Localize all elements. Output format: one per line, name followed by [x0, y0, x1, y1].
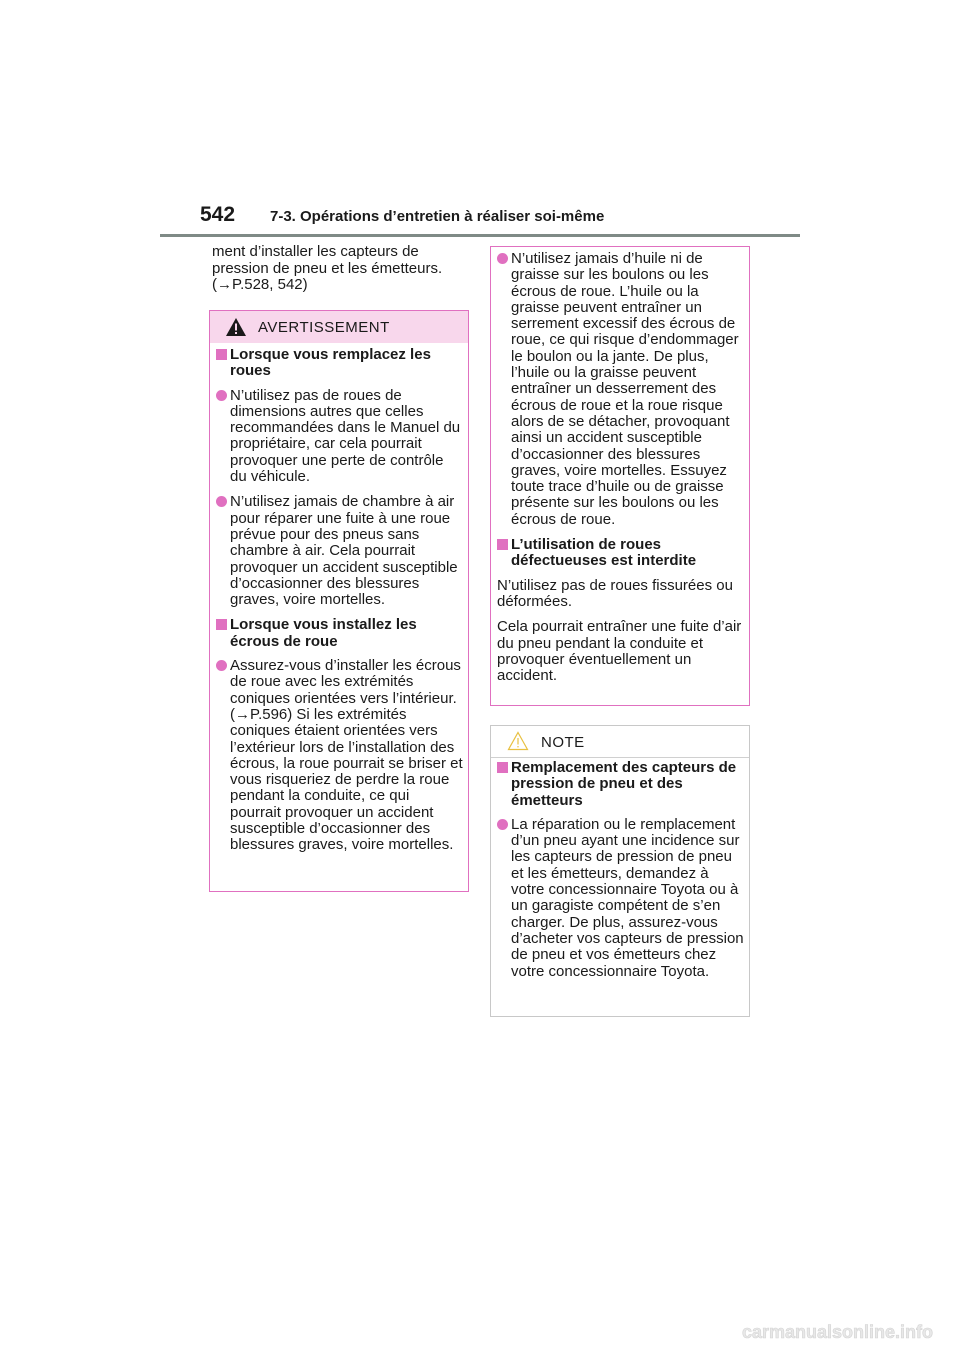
intro-text: ment d’installer les capteurs de pression de pneu et les émetteurs. (→P.528, 542): [212, 243, 443, 293]
round-bullet-icon: [216, 660, 227, 671]
bullet-text: Assurez-vous d’installer les écrous de roue avec les extrémités coniques orientées vers l’intérieur. (→P.596) Si les extrémités coniques étaient orientées vers l’extérieur lors de l’installation des écrous, la roue pourrait se briser et vous risqueriez de perdre la roue pendant la conduite, ce qui pourrait provoquer un accident susceptible d’occasionner des blessures graves, voire mortelles.: [230, 657, 463, 854]
bullet-item: [497, 817, 745, 980]
bullet-item: [216, 388, 464, 486]
warning-box-continued-content: [497, 251, 745, 693]
caution-triangle-icon: [507, 731, 529, 751]
heading-text: Lorsque vous installez les écrous de roue: [230, 616, 417, 650]
bullet-item: [497, 251, 745, 528]
heading-text: Remplacement des capteurs de pression de pneu et des émetteurs: [511, 759, 737, 809]
note-box-header: [491, 726, 749, 758]
warning-box-header: [210, 311, 468, 343]
square-bullet-icon: [497, 762, 508, 773]
watermark-text: carmanualsonline.info: [742, 1322, 934, 1342]
paragraph: N’utilisez pas de roues fissurées ou déformées.: [497, 576, 733, 610]
bullet-text: N’utilisez pas de roues de dimensions autres que celles recommandées dans le Manuel du propriétaire, car cela pourrait provoquer une perte de contrôle du véhicule.: [230, 386, 461, 486]
section-heading: [216, 347, 464, 380]
header-rule: [160, 234, 800, 237]
section-title: 7-3. Opérations d’entretien à réaliser soi-même: [270, 208, 605, 225]
round-bullet-icon: [497, 253, 508, 264]
square-bullet-icon: [216, 349, 227, 360]
warning-box-continued: [490, 246, 750, 706]
section-heading: [216, 617, 464, 650]
note-box-content: [497, 760, 745, 989]
bullet-text: La réparation ou le remplacement d’un pneu ayant une incidence sur les capteurs de pression de pneu et les émetteurs, demandez à votre concessionnaire Toyota ou à un garagiste compétent de s’en charger. De plus, assurez-vous d’acheter vos capteurs de pression de pneu et vos émetteurs chez votre concessionnaire Toyota.: [511, 815, 744, 980]
round-bullet-icon: [216, 390, 227, 401]
page-header: [200, 203, 800, 233]
bullet-text: N’utilisez jamais de chambre à air pour réparer une fuite à une roue prévue pour des pneus sans chambre à air. Cela pourrait provoquer un accident susceptible d’occasionner des blessures graves, voire mortelles.: [230, 493, 458, 609]
page-number: 542: [200, 203, 236, 226]
warning-triangle-icon: [225, 317, 247, 337]
note-label: NOTE: [541, 734, 585, 751]
square-bullet-icon: [497, 539, 508, 550]
bullet-item: [216, 494, 464, 608]
section-heading: [497, 760, 745, 809]
bullet-item: [216, 658, 464, 854]
note-box: [490, 725, 750, 1017]
watermark-logo: [742, 1320, 952, 1344]
warning-box-content: [216, 347, 464, 863]
bullet-text: N’utilisez jamais d’huile ni de graisse sur les boulons ou les écrous de roue. L’huile ou la graisse peuvent entraîner un serrement excessif des écrous de roue, ce qui risque d’endommager le boulon ou la jante. De plus, l’huile ou la graisse peuvent entraîner un desserrement des écrous de roue et la roue risque alors de se détacher, provoquant ainsi un accident susceptible d’occasionner des blessures graves, voire mortelles. Essuyez toute trace d’huile ou de graisse présente sur les boulons ou les écrous de roue.: [511, 250, 739, 528]
warning-label: AVERTISSEMENT: [258, 319, 390, 336]
heading-text: Lorsque vous remplacez les roues: [230, 346, 431, 380]
paragraph: Cela pourrait entraîner une fuite d’air du pneu pendant la conduite et provoquer éventuellement un accident.: [497, 618, 742, 685]
round-bullet-icon: [216, 496, 227, 507]
warning-box: [209, 310, 469, 892]
square-bullet-icon: [216, 619, 227, 630]
heading-text: L’utilisation de roues défectueuses est interdite: [511, 536, 697, 570]
round-bullet-icon: [497, 819, 508, 830]
section-heading: [497, 537, 745, 570]
